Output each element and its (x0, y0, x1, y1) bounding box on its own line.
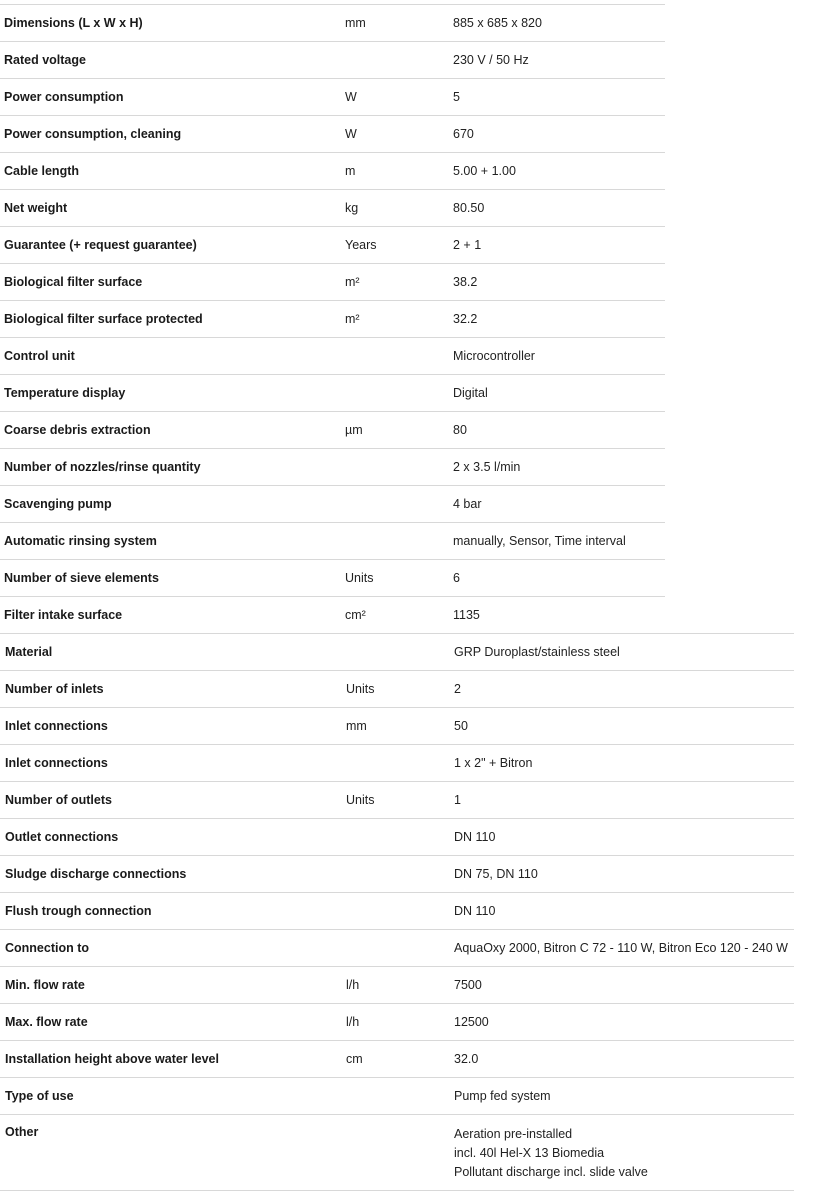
spec-value: manually, Sensor, Time interval (453, 523, 665, 560)
spec-unit: Units (345, 560, 453, 597)
spec-value: 4 bar (453, 486, 665, 523)
spec-value-line: Aeration pre-installed (454, 1127, 573, 1141)
spec-value: 1135 (453, 597, 665, 634)
spec-row (0, 1041, 794, 1078)
spec-value: 885 x 685 x 820 (453, 5, 665, 42)
spec-value: 2 (454, 671, 794, 708)
spec-unit (346, 745, 454, 782)
spec-row (0, 42, 665, 79)
spec-row (0, 708, 794, 745)
spec-label: Biological filter surface (0, 264, 345, 301)
spec-unit: cm (346, 1041, 454, 1078)
spec-row (0, 856, 794, 893)
spec-value: 670 (453, 116, 665, 153)
spec-value: 2 + 1 (453, 227, 665, 264)
spec-label: Min. flow rate (0, 967, 346, 1004)
spec-unit: Years (345, 227, 453, 264)
spec-row (0, 79, 665, 116)
spec-value: 50 (454, 708, 794, 745)
spec-unit (345, 42, 453, 79)
spec-value-line: Pollutant discharge incl. slide valve (454, 1165, 648, 1179)
spec-unit (346, 1078, 454, 1115)
spec-value: 38.2 (453, 264, 665, 301)
spec-row (0, 745, 794, 782)
spec-unit: µm (345, 412, 453, 449)
spec-label: Material (0, 634, 346, 671)
spec-table-top (0, 4, 665, 633)
spec-label: Max. flow rate (0, 1004, 346, 1041)
spec-label: Number of outlets (0, 782, 346, 819)
spec-value: 2 x 3.5 l/min (453, 449, 665, 486)
spec-unit: m² (345, 264, 453, 301)
spec-value: 80.50 (453, 190, 665, 227)
spec-unit (345, 486, 453, 523)
spec-unit: l/h (346, 967, 454, 1004)
spec-unit (345, 375, 453, 412)
spec-unit: l/h (346, 1004, 454, 1041)
spec-value: DN 110 (454, 819, 794, 856)
spec-row (0, 967, 794, 1004)
spec-value: 230 V / 50 Hz (453, 42, 665, 79)
spec-row (0, 338, 665, 375)
spec-label: Outlet connections (0, 819, 346, 856)
spec-unit (345, 523, 453, 560)
spec-value: 80 (453, 412, 665, 449)
spec-row (0, 190, 665, 227)
spec-unit: W (345, 116, 453, 153)
spec-row (0, 1004, 794, 1041)
spec-row-other (0, 1115, 794, 1191)
spec-unit: m (345, 153, 453, 190)
spec-row (0, 301, 665, 338)
spec-unit (345, 449, 453, 486)
spec-label: Biological filter surface protected (0, 301, 345, 338)
spec-label: Number of sieve elements (0, 560, 345, 597)
spec-label: Cable length (0, 153, 345, 190)
spec-value: Microcontroller (453, 338, 665, 375)
spec-value: 5.00 + 1.00 (453, 153, 665, 190)
spec-unit: Units (346, 782, 454, 819)
spec-label: Temperature display (0, 375, 345, 412)
spec-label: Net weight (0, 190, 345, 227)
spec-label: Connection to (0, 930, 346, 967)
spec-value: GRP Duroplast/stainless steel (454, 634, 794, 671)
spec-label: Guarantee (+ request guarantee) (0, 227, 345, 264)
spec-unit (346, 634, 454, 671)
spec-row (0, 116, 665, 153)
spec-label: Power consumption, cleaning (0, 116, 345, 153)
spec-row (0, 153, 665, 190)
spec-value: 6 (453, 560, 665, 597)
spec-label: Control unit (0, 338, 345, 375)
spec-label: Inlet connections (0, 745, 346, 782)
spec-label: Number of nozzles/rinse quantity (0, 449, 345, 486)
spec-value: 7500 (454, 967, 794, 1004)
spec-label: Installation height above water level (0, 1041, 346, 1078)
spec-label: Power consumption (0, 79, 345, 116)
spec-label: Coarse debris extraction (0, 412, 345, 449)
spec-row (0, 264, 665, 301)
spec-label: Filter intake surface (0, 597, 345, 634)
spec-row (0, 560, 665, 597)
spec-row (0, 782, 794, 819)
spec-label: Rated voltage (0, 42, 345, 79)
spec-row (0, 930, 794, 967)
spec-unit: W (345, 79, 453, 116)
spec-unit (345, 338, 453, 375)
spec-unit (346, 930, 454, 967)
spec-value: 32.0 (454, 1041, 794, 1078)
spec-row (0, 597, 665, 634)
spec-label: Automatic rinsing system (0, 523, 345, 560)
spec-row (0, 486, 665, 523)
spec-unit (346, 893, 454, 930)
spec-row (0, 523, 665, 560)
spec-unit (346, 1115, 454, 1191)
spec-label: Sludge discharge connections (0, 856, 346, 893)
spec-table-bottom (0, 633, 794, 1191)
spec-label: Flush trough connection (0, 893, 346, 930)
spec-unit: kg (345, 190, 453, 227)
spec-row (0, 412, 665, 449)
spec-value: DN 110 (454, 893, 794, 930)
spec-label: Other (0, 1115, 346, 1191)
spec-value: 12500 (454, 1004, 794, 1041)
spec-row (0, 819, 794, 856)
spec-unit: mm (346, 708, 454, 745)
spec-row (0, 375, 665, 412)
spec-value: AquaOxy 2000, Bitron C 72 - 110 W, Bitron Eco 120 - 240 W (454, 930, 794, 967)
spec-unit: mm (345, 5, 453, 42)
spec-row (0, 1078, 794, 1115)
spec-unit: Units (346, 671, 454, 708)
spec-label: Dimensions (L x W x H) (0, 5, 345, 42)
spec-row (0, 634, 794, 671)
spec-row (0, 893, 794, 930)
spec-row (0, 671, 794, 708)
spec-value: DN 75, DN 110 (454, 856, 794, 893)
spec-value: 32.2 (453, 301, 665, 338)
spec-label: Scavenging pump (0, 486, 345, 523)
spec-unit: m² (345, 301, 453, 338)
spec-value-line: incl. 40l Hel-X 13 Biomedia (454, 1146, 605, 1160)
spec-value: Digital (453, 375, 665, 412)
spec-row (0, 5, 665, 42)
spec-unit (346, 856, 454, 893)
spec-value: 1 (454, 782, 794, 819)
spec-value: Pump fed system (454, 1078, 794, 1115)
spec-row (0, 449, 665, 486)
spec-label: Inlet connections (0, 708, 346, 745)
spec-label: Type of use (0, 1078, 346, 1115)
spec-value: 1 x 2" + Bitron (454, 745, 794, 782)
spec-unit (346, 819, 454, 856)
spec-label: Number of inlets (0, 671, 346, 708)
spec-value: 5 (453, 79, 665, 116)
spec-unit: cm² (345, 597, 453, 634)
spec-value (454, 1115, 794, 1191)
spec-row (0, 227, 665, 264)
